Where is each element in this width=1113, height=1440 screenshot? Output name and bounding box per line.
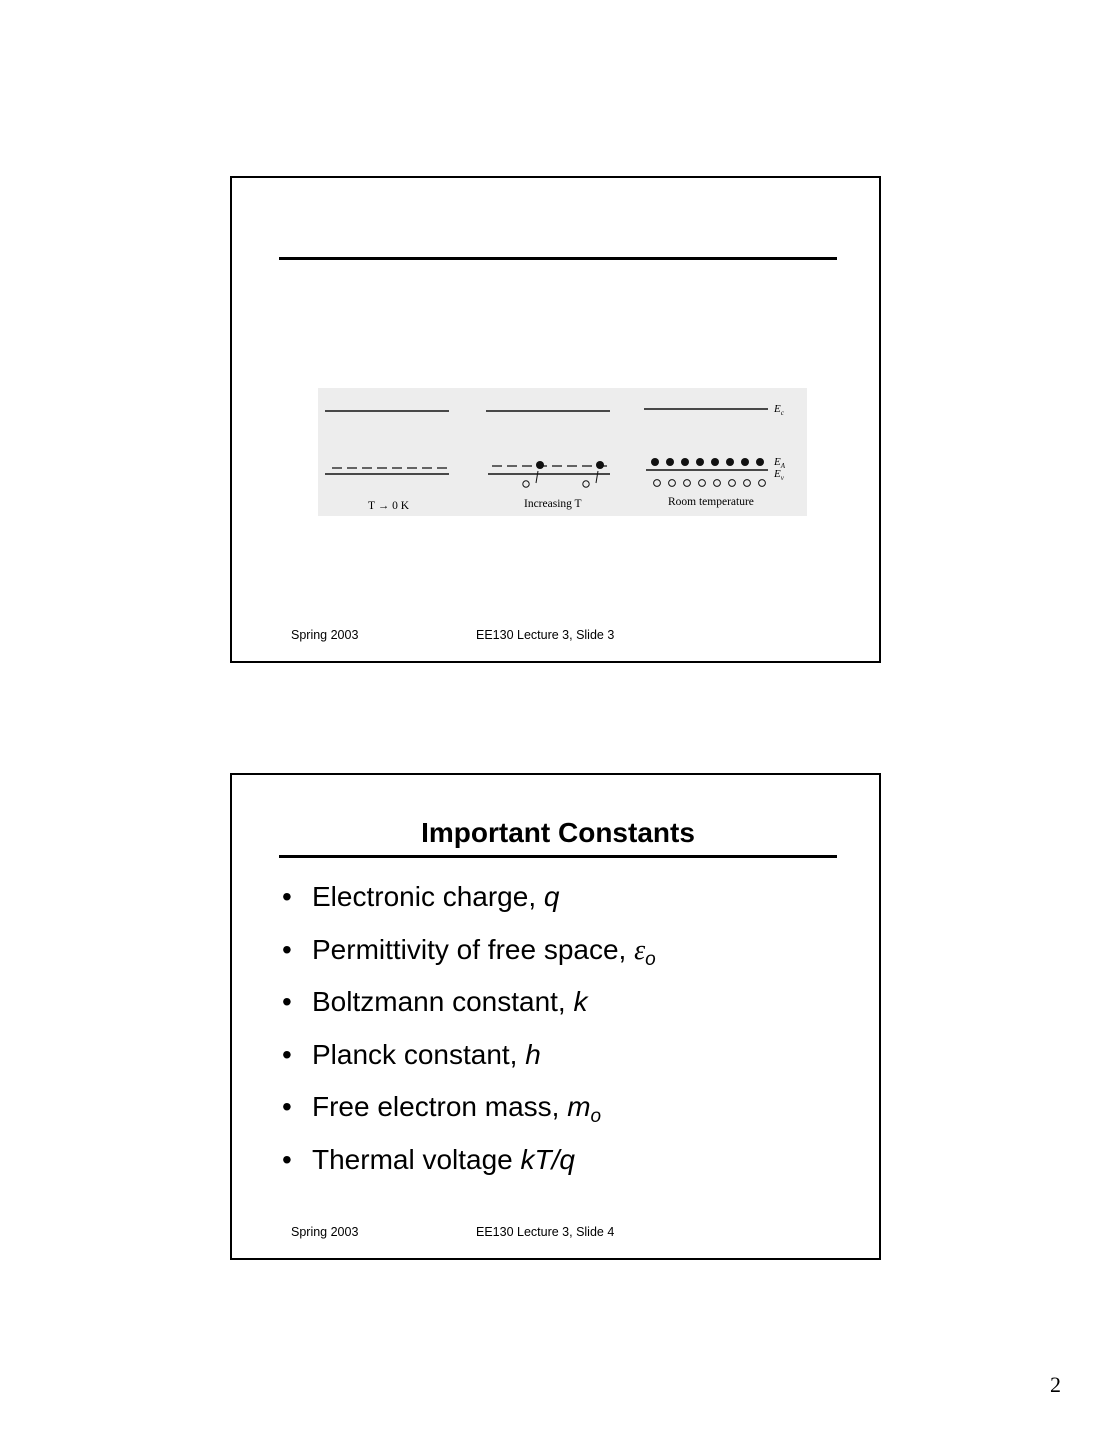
room-temperature-label: Room temperature bbox=[668, 496, 754, 508]
filled-acceptors bbox=[651, 458, 764, 466]
bullet-marker: • bbox=[282, 1038, 292, 1070]
bullet-marker: • bbox=[282, 881, 292, 912]
transition-arrow bbox=[536, 471, 538, 483]
list-item bbox=[282, 1089, 822, 1142]
item-symbol: h bbox=[525, 1038, 541, 1070]
slide-3 bbox=[230, 176, 881, 663]
slide-4 bbox=[230, 773, 881, 1260]
hole-circle bbox=[583, 481, 589, 487]
bullet-marker: • bbox=[282, 1143, 292, 1175]
list-item bbox=[282, 984, 822, 1037]
band-diagram-figure bbox=[318, 388, 807, 516]
title-rule bbox=[279, 257, 837, 260]
slide-footer-date: Spring 2003 bbox=[291, 628, 359, 642]
list-item bbox=[282, 1037, 822, 1090]
band-diagram bbox=[318, 388, 807, 516]
valence-holes bbox=[654, 480, 766, 487]
electron-dot bbox=[596, 461, 604, 469]
increasing-t-label: Increasing T bbox=[524, 498, 582, 510]
constants-list bbox=[282, 879, 822, 1194]
t0-label: T → 0 K bbox=[368, 500, 409, 512]
item-text: Permittivity of free space, bbox=[312, 933, 635, 965]
item-text: Electronic charge, bbox=[312, 881, 544, 912]
hole-circle bbox=[523, 481, 529, 487]
item-text: Boltzmann constant, bbox=[312, 986, 574, 1017]
bullet-marker: • bbox=[282, 933, 292, 965]
item-symbol: q bbox=[543, 881, 560, 912]
transition-arrow bbox=[596, 471, 598, 483]
bullet-marker: • bbox=[282, 986, 292, 1017]
ec-label: $E_c$ bbox=[774, 403, 784, 417]
item-subscript: o bbox=[645, 948, 656, 970]
slide-footer-title: EE130 Lecture 3, Slide 3 bbox=[476, 628, 615, 642]
ea-label: $E_A$ bbox=[774, 456, 786, 470]
item-symbol: m bbox=[567, 1091, 591, 1122]
electron-dot bbox=[536, 461, 544, 469]
item-text: Thermal voltage bbox=[312, 1143, 521, 1175]
list-item bbox=[282, 1142, 822, 1195]
list-item bbox=[282, 879, 822, 932]
slide-title: Important Constants bbox=[421, 817, 695, 848]
item-symbol: ε bbox=[634, 934, 646, 966]
item-subscript: o bbox=[590, 1106, 602, 1127]
slide-footer-title: EE130 Lecture 3, Slide 4 bbox=[476, 1225, 615, 1239]
list-item bbox=[282, 932, 822, 985]
item-text: Planck constant, bbox=[312, 1038, 526, 1070]
page-number: 2 bbox=[1050, 1372, 1061, 1397]
title-rule bbox=[279, 855, 837, 858]
slide-footer-date: Spring 2003 bbox=[291, 1225, 359, 1239]
item-symbol: k bbox=[573, 986, 588, 1017]
item-text: Free electron mass, bbox=[312, 1091, 568, 1122]
ev-label: $E_v$ bbox=[774, 468, 784, 482]
bullet-marker: • bbox=[282, 1091, 292, 1122]
item-symbol: kT/q bbox=[520, 1143, 576, 1175]
